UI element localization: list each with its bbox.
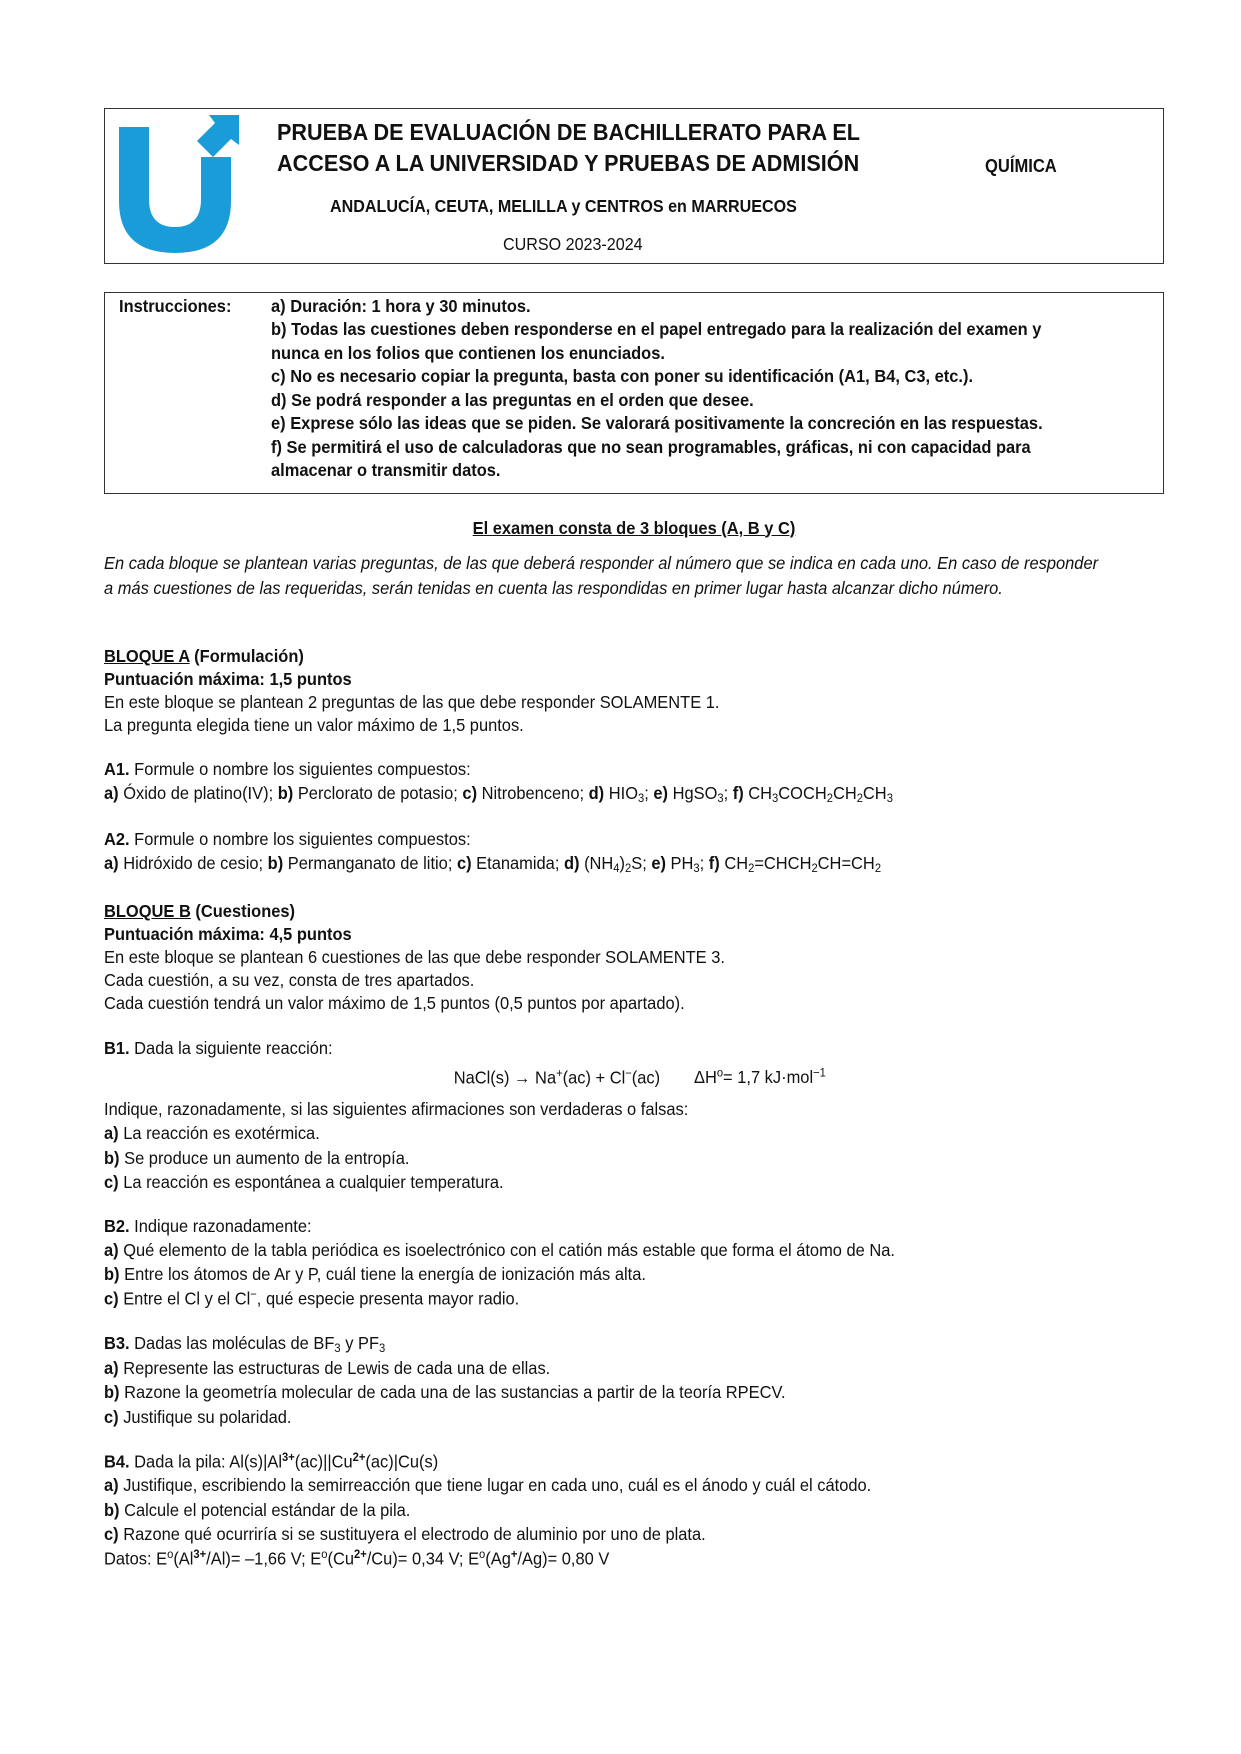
- block-b-score: Puntuación máxima: 4,5 puntos: [104, 924, 352, 945]
- exam-title-header: [277, 117, 866, 179]
- b1-reaction: NaCl(s) → Na+(ac) + Cl−(ac) $\Delta H^o= 1,7$ kJ·mol$^{-1}$: [453, 1065, 826, 1088]
- a2-compounds: a) Hidróxido de cesio; b) Permanganato de litio; c) Etanamida; d) $(NH_4)_2S$; e) $PH_3$; f) $CH_2=CHCH_2CH=CH_2$: [104, 852, 882, 875]
- region-label: ANDALUCÍA, CEUTA, MELILLA y CENTROS en MARRUECOS: [330, 196, 797, 216]
- instruction-item: e) Exprese sólo las ideas que se piden. Se valorará positivamente la concreción en las respuestas.: [271, 413, 1043, 434]
- title-line-2: ACCESO A LA UNIVERSIDAD Y PRUEBAS DE ADMISIÓN: [277, 150, 860, 177]
- instruction-item: f) Se permitirá el uso de calculadoras que no sean programables, gráficas, ni con capacidad para almacenar o transmitir datos.: [271, 436, 1031, 481]
- title-line-1: PRUEBA DE EVALUACIÓN DE BACHILLERATO PARA EL: [277, 119, 860, 145]
- question-b2: B2. Indique razonadamente: a) Qué elemento de la tabla periódica es isoelectrónico con el catión más estable que forma el átomo de Na. b) Entre los átomos de Ar y P, cuál tiene la energía de ionización más alta. c) Entre el Cl y el Cl−, qué especie presenta mayor radio.: [104, 1214, 1100, 1311]
- block-b-desc: En este bloque se plantean 6 cuestiones de las que debe responder SOLAMENTE 3.: [104, 947, 725, 968]
- block-a: [104, 645, 1100, 876]
- b2-c: c) Entre el Cl y el Cl−, qué especie presenta mayor radio.: [104, 1287, 520, 1309]
- question-b1: B1. Dada la siguiente reacción: NaCl(s) → Na+(ac) + Cl−(ac) $\Delta H^o= 1,7$ kJ·mol$^{-1}$ Indique, razonadamente, si las siguientes afirmaciones son verdaderas o falsas: a) La reacción es exotérmica. b) Se produce un aumento de la entropía. c) La reacción es espontánea a cualquier temperatura.: [104, 1036, 1100, 1194]
- header-box: [104, 108, 1164, 264]
- question-a1: A1. Formule o nombre los siguientes compuestos: a) Óxido de platino(IV); b) Perclorato de potasio; c) Nitrobenceno; d) $HIO_3$; e) HgSO$_3$; f) $CH_3COCH_2CH_2CH_3$: [104, 757, 1100, 807]
- instructions-box: [104, 292, 1164, 494]
- b4-data: Datos: $E^o(Al^{3+}/Al)= -1,66$ V; $E^o(Cu^{2+}/Cu)= 0,34$ V; $E^o(Ag^+/Ag)= 0,80$ V: [104, 1546, 610, 1569]
- block-b-desc: Cada cuestión, a su vez, consta de tres apartados.: [104, 970, 475, 991]
- instruction-item: d) Se podrá responder a las preguntas en el orden que desee.: [271, 389, 754, 410]
- course-label: CURSO 2023-2024: [503, 234, 643, 254]
- university-logo: [113, 113, 243, 253]
- instruction-item: c) No es necesario copiar la pregunta, basta con poner su identificación (A1, B4, C3, etc.).: [271, 366, 974, 387]
- block-a-desc: En este bloque se plantean 2 preguntas de las que debe responder SOLAMENTE 1.: [104, 691, 720, 712]
- instruction-item: a) Duración: 1 hora y 30 minutos.: [271, 296, 531, 316]
- question-b4: B4. Dada la pila: $Al(s)|Al^{3+}(ac)||Cu^{2+}(ac)|Cu(s)$ a) Justifique, escribiendo la semirreacción que tiene lugar en cada uno, cuál es el ánodo y cuál el cátodo. b) Calcule el potencial estándar de la pila. c) Razone qué ocurriría si se sustituyera el electrodo de aluminio por uno de plata. Datos: $E^o(Al^{3+}/Al)= -1,66$ V; $E^o(Cu^{2+}/Cu)= 0,34$ V; $E^o(Ag^+/Ag)= 0,80$ V: [104, 1449, 1100, 1571]
- subject-label: QUÍMICA: [985, 156, 1057, 176]
- exam-intro: En cada bloque se plantean varias preguntas, de las que deberá responder al número que se indica en cada uno. En caso de responder a más cuestiones de las requeridas, serán tenidas en cuenta las respondidas en primer lugar hasta alcanzar dicho número.: [104, 552, 1099, 598]
- question-b3: B3. Dadas las moléculas de $BF_3$ y $PF_3$ a) Represente las estructuras de Lewis de cada una de ellas. b) Razone la geometría molecular de cada una de las sustancias a partir de la teoría RPECV. c) Justifique su polaridad.: [104, 1332, 786, 1427]
- block-b-desc: Cada cuestión tendrá un valor máximo de 1,5 puntos (0,5 puntos por apartado).: [104, 993, 685, 1014]
- a1-compounds: a) Óxido de platino(IV); b) Perclorato de potasio; c) Nitrobenceno; d) $HIO_3$; e) HgSO$_3$; f) $CH_3COCH_2CH_2CH_3$: [104, 783, 893, 806]
- instruction-item: b) Todas las cuestiones deben responderse en el papel entregado para la realización del examen y nunca en los folios que contienen los enunciados.: [271, 319, 1042, 363]
- block-a-title: BLOQUE A (Formulación): [104, 645, 304, 666]
- block-a-score: Puntuación máxima: 1,5 puntos: [104, 668, 352, 689]
- instructions-label: Instrucciones:: [119, 296, 232, 316]
- question-a2: A2. Formule o nombre los siguientes compuestos: a) Hidróxido de cesio; b) Permanganato de litio; c) Etanamida; d) $(NH_4)_2S$; e) $PH_3$; f) $CH_2=CHCH_2CH=CH_2$: [104, 827, 1100, 877]
- exam-page: [104, 108, 1164, 1571]
- exam-structure-title: El examen consta de 3 bloques (A, B y C): [472, 517, 796, 538]
- instructions-list: [271, 295, 1093, 483]
- block-b-title: BLOQUE B (Cuestiones): [104, 901, 296, 922]
- block-a-desc: La pregunta elegida tiene un valor máximo de 1,5 puntos.: [104, 714, 524, 735]
- block-b: [104, 900, 1100, 1570]
